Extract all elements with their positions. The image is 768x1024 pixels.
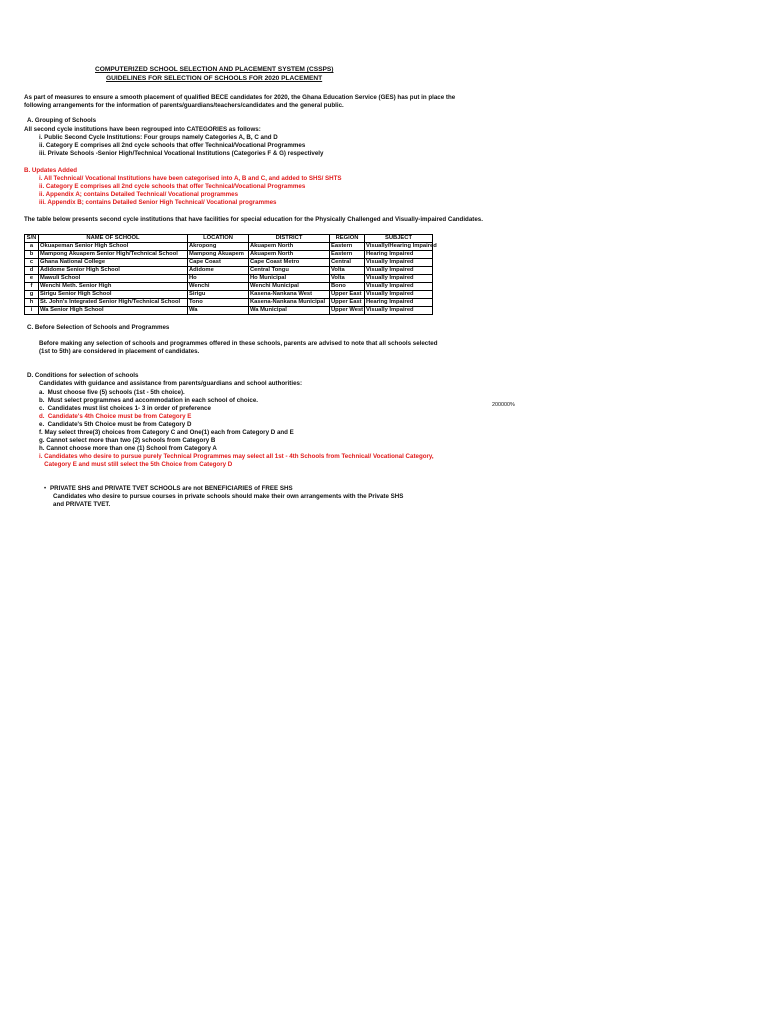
section-a-lead: All second cycle institutions have been regrouped into CATEGORIES as follows:	[24, 126, 261, 133]
cell-location	[188, 291, 249, 299]
cell-school-name	[39, 283, 188, 291]
private-note-line2: Candidates who desire to pursue courses in private schools should make their own arrangements with the Private SHS	[53, 493, 404, 500]
cell-sn	[25, 299, 39, 307]
section-a-item: ii. Category E comprises all 2nd cycle schools that offer Technical/Vocational Programmes	[39, 142, 306, 149]
cell-location	[188, 275, 249, 283]
cell-text: i	[30, 307, 33, 313]
cell-school-name	[39, 243, 188, 251]
table-row	[25, 283, 433, 291]
cell-text: Visually Impaired	[366, 259, 414, 265]
section-c-line1: Before making any selection of schools and programmes offered in these schools, parents are advised to note that all schools selected	[39, 340, 438, 347]
cell-text: Central Tongu	[250, 267, 289, 273]
cell-text: Upper West	[331, 307, 363, 313]
section-d-item: h. Cannot choose more than one (1) School from Category A	[39, 445, 217, 452]
cell-region	[330, 299, 365, 307]
section-c-line2: (1st to 5th) are considered in placement of candidates.	[39, 348, 200, 355]
cell-text: Mampong Akuapem	[189, 251, 244, 257]
col-header-district: DISTRICT	[249, 235, 330, 243]
cell-district	[249, 251, 330, 259]
bullet-icon: •	[44, 486, 47, 492]
cell-subject	[365, 275, 433, 283]
section-a-heading: A. Grouping of Schools	[27, 117, 97, 124]
cell-location	[188, 243, 249, 251]
col-header-region: REGION	[330, 235, 365, 243]
cell-text: Central	[331, 259, 351, 265]
table-header-row	[25, 235, 433, 243]
cell-region	[330, 275, 365, 283]
cell-sn	[25, 307, 39, 315]
cell-text: Bono	[331, 283, 346, 289]
cell-text: Tono	[189, 299, 203, 305]
section-d-item: e. Candidate's 5th Choice must be from Category D	[39, 421, 192, 428]
section-c-heading: C. Before Selection of Schools and Programmes	[27, 324, 170, 331]
section-d-item: i. Candidates who desire to pursue purely Technical Programmes may select all 1st - 4th Schools from Technical/ Vocational Category,	[39, 453, 434, 460]
cell-school-name	[39, 299, 188, 307]
table-row	[25, 307, 433, 315]
section-d-item: c. Candidates must list choices 1- 3 in order of preference	[39, 405, 211, 412]
section-d-item: a. Must choose five (5) schools (1st - 5th choice).	[39, 389, 185, 396]
cell-text: Cape Coast Metro	[250, 259, 300, 265]
cell-subject	[365, 259, 433, 267]
cell-text: Akuapem North	[250, 243, 294, 249]
table-row	[25, 259, 433, 267]
table-row	[25, 267, 433, 275]
cell-sn	[25, 275, 39, 283]
cell-text: g	[29, 291, 34, 297]
cell-text: b	[29, 251, 34, 257]
cell-school-name	[39, 251, 188, 259]
cell-region	[330, 291, 365, 299]
cell-text: Mampong Akuapem Senior High/Technical School	[40, 251, 178, 257]
section-d-item: Category E and must still select the 5th Choice from Category D	[39, 461, 233, 468]
cell-text: Cape Coast	[189, 259, 221, 265]
cell-region	[330, 251, 365, 259]
cell-text: Ghana National College	[40, 259, 106, 265]
cell-text: St. John's Integrated Senior High/Technical School	[40, 299, 181, 305]
section-b-item: ii. Category E comprises all 2nd cycle schools that offer Technical/Vocational Programmes	[39, 183, 306, 190]
cell-location	[188, 267, 249, 275]
cell-text: c	[29, 259, 34, 265]
cell-school-name	[39, 275, 188, 283]
cell-subject	[365, 299, 433, 307]
cell-subject	[365, 251, 433, 259]
cell-text: Volta	[331, 267, 345, 273]
cell-text: f	[30, 283, 33, 289]
cell-subject	[365, 283, 433, 291]
cell-text: Eastern	[331, 243, 353, 249]
cell-location	[188, 307, 249, 315]
table-row	[25, 251, 433, 259]
cell-district	[249, 243, 330, 251]
private-note-line3: and PRIVATE TVET.	[53, 501, 111, 508]
cell-text: Akuapem North	[250, 251, 294, 257]
section-d-item: g. Cannot select more than two (2) schools from Category B	[39, 437, 216, 444]
cell-location	[188, 259, 249, 267]
cell-text: Hearing Impaired	[366, 299, 414, 305]
table-row	[25, 275, 433, 283]
section-d-item: f. May select three(3) choices from Category C and One(1) each from Category D and E	[39, 429, 294, 436]
cell-text: Adidome	[189, 267, 214, 273]
table-intro: The table below presents second cycle institutions that have facilities for special education for the Physically Challenged and Visually-impaired Candidates.	[24, 216, 483, 223]
cell-text: Visually/Hearing Impaired	[366, 243, 437, 249]
cell-text: Sirigu Senior High School	[40, 291, 112, 297]
table-row	[25, 291, 433, 299]
cell-text: Okuapeman Senior High School	[40, 243, 129, 249]
section-a-item: i. Public Second Cycle Institutions: Four groups namely Categories A, B, C and D	[39, 134, 278, 141]
cell-text: Visually Impaired	[366, 267, 414, 273]
cell-text: Wenchi Meth. Senior High	[40, 283, 112, 289]
cell-text: Akropong	[189, 243, 217, 249]
cell-text: Upper East	[331, 291, 362, 297]
cell-region	[330, 243, 365, 251]
cell-sn	[25, 267, 39, 275]
cell-region	[330, 307, 365, 315]
cell-text: Visually Impaired	[366, 307, 414, 313]
cell-text: Wa Municipal	[250, 307, 287, 313]
cell-subject	[365, 267, 433, 275]
cell-text: a	[29, 243, 34, 249]
cell-text: Wenchi	[189, 283, 210, 289]
cell-school-name	[39, 259, 188, 267]
cell-text: Eastern	[331, 251, 353, 257]
cell-text: Hearing Impaired	[366, 251, 414, 257]
section-b-item: iii. Appendix B; contains Detailed Senior High Technical/ Vocational programmes	[39, 199, 277, 206]
document-title-line1: COMPUTERIZED SCHOOL SELECTION AND PLACEMENT SYSTEM (CSSPS)	[95, 66, 334, 73]
cell-district	[249, 307, 330, 315]
col-header-sn: S/N	[25, 235, 39, 243]
section-b-heading: B. Updates Added	[24, 167, 78, 174]
cell-region	[330, 259, 365, 267]
section-d-item: d. Candidate's 4th Choice must be from Category E	[39, 413, 192, 420]
side-note: 200000%	[492, 402, 515, 408]
cell-text: h	[29, 299, 34, 305]
cell-sn	[25, 259, 39, 267]
cell-school-name	[39, 267, 188, 275]
intro-line1: As part of measures to ensure a smooth placement of qualified BECE candidates for 2020, the Ghana Education Service (GES) has put in place the	[24, 94, 456, 101]
cell-text: Volta	[331, 275, 345, 281]
cell-school-name	[39, 291, 188, 299]
intro-line2: following arrangements for the information of parents/guardians/teachers/candidates and the general public.	[24, 102, 344, 109]
cell-text: Kasena-Nankana West	[250, 291, 313, 297]
section-b-item: i. All Technical/ Vocational Institutions have been categorised into A, B and C, and added to SHS/ SHTS	[39, 175, 342, 182]
cell-region	[330, 267, 365, 275]
cell-text: Ho	[189, 275, 197, 281]
section-d-lead: Candidates with guidance and assistance from parents/guardians and school authorities:	[39, 380, 303, 387]
cell-district	[249, 267, 330, 275]
cell-sn	[25, 243, 39, 251]
section-d-item: b. Must select programmes and accommodation in each school of choice.	[39, 397, 259, 404]
cell-text: Mawuli School	[40, 275, 81, 281]
cell-text: Visually Impaired	[366, 283, 414, 289]
cell-text: Wenchi Municipal	[250, 283, 299, 289]
cell-text: Adidome Senior High School	[40, 267, 120, 273]
private-note-line1: PRIVATE SHS and PRIVATE TVET SCHOOLS are not BENEFICIARIES of FREE SHS	[50, 485, 293, 492]
cell-sn	[25, 251, 39, 259]
cell-district	[249, 283, 330, 291]
col-header-name: NAME OF SCHOOL	[39, 235, 188, 243]
cell-location	[188, 251, 249, 259]
cell-sn	[25, 283, 39, 291]
section-d-heading: D. Conditions for selection of schools	[27, 372, 139, 379]
col-header-location: LOCATION	[188, 235, 249, 243]
cell-district	[249, 299, 330, 307]
table-row	[25, 299, 433, 307]
cell-subject	[365, 291, 433, 299]
cell-text: Upper East	[331, 299, 362, 305]
cell-location	[188, 299, 249, 307]
cell-district	[249, 275, 330, 283]
table-row	[25, 243, 433, 251]
section-a-item: iii. Private Schools -Senior High/Technical Vocational Institutions (Categories F & G) respectively	[39, 150, 324, 157]
cell-location	[188, 283, 249, 291]
cell-text: e	[29, 275, 34, 281]
cell-text: Wa Senior High School	[40, 307, 104, 313]
cell-sn	[25, 291, 39, 299]
cell-text: Sirigu	[189, 291, 206, 297]
cell-district	[249, 259, 330, 267]
col-header-subject: SUBJECT	[365, 235, 433, 243]
cell-school-name	[39, 307, 188, 315]
document-title-line2: GUIDELINES FOR SELECTION OF SCHOOLS FOR 2020 PLACEMENT	[106, 75, 323, 82]
cell-text: Ho Municipal	[250, 275, 287, 281]
cell-region	[330, 283, 365, 291]
cell-text: Visually Impaired	[366, 291, 414, 297]
cell-district	[249, 291, 330, 299]
cell-subject	[365, 243, 437, 251]
cell-subject	[365, 307, 433, 315]
section-b-item: ii. Appendix A; contains Detailed Technical/ Vocational programmes	[39, 191, 239, 198]
cell-text: d	[29, 267, 34, 273]
cell-text: Kasena-Nankana Municipal	[250, 299, 326, 305]
cell-text: Visually Impaired	[366, 275, 414, 281]
cell-text: Wa	[189, 307, 198, 313]
special-education-table	[24, 234, 437, 315]
